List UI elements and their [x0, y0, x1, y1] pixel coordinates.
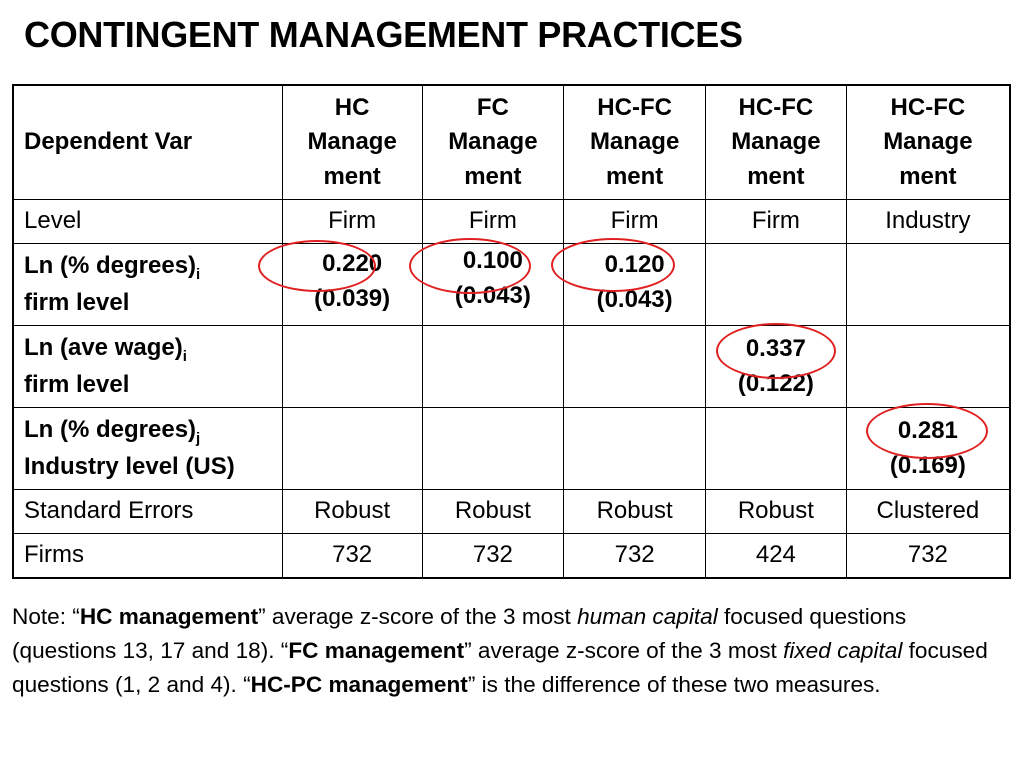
degrees-firm-row [13, 244, 1010, 326]
slide-title: CONTINGENT MANAGEMENT PRACTICES [24, 14, 743, 55]
degrees-industry-cell-5 [846, 408, 1010, 490]
standard-errors-value: Robust [564, 490, 706, 534]
header-col-4: HC-FC Manage ment [706, 85, 847, 200]
wage-firm-row [13, 326, 1010, 408]
header-col-5: HC-FC Manage ment [846, 85, 1010, 200]
empty-cell [564, 326, 706, 408]
degrees-firm-cell-1 [282, 244, 422, 326]
level-value: Industry [846, 200, 1010, 244]
firms-row [13, 534, 1010, 579]
firms-value: 732 [422, 534, 564, 579]
empty-cell [422, 408, 564, 490]
coefficient: 0.220 [322, 249, 383, 277]
wage-firm-label: Ln (ave $wage)_i$ firm level [13, 326, 282, 408]
level-value: Firm [422, 200, 564, 244]
level-row [13, 200, 1010, 244]
firms-value: 732 [564, 534, 706, 579]
coefficient: 0.281 [897, 416, 958, 444]
regression-table [12, 84, 1011, 579]
degrees-firm-cell-2 [422, 244, 564, 326]
empty-cell [846, 326, 1010, 408]
degrees-firm-cell-3 [564, 244, 706, 326]
header-row [13, 85, 1010, 200]
firms-value: 732 [282, 534, 422, 579]
empty-cell [706, 408, 847, 490]
coefficient: 0.337 [745, 334, 806, 362]
header-col-1: HC Manage ment [282, 85, 422, 200]
standard-error: (0.043) [596, 285, 673, 313]
coefficient: 0.100 [462, 246, 523, 274]
header-col-2: FC Manage ment [422, 85, 564, 200]
standard-error: (0.122) [737, 369, 814, 397]
firms-label: Firms [13, 534, 282, 579]
coefficient: 0.120 [604, 250, 665, 278]
highlight-circle [409, 238, 531, 294]
highlight-circle [866, 403, 988, 459]
standard-errors-label: Standard Errors [13, 490, 282, 534]
standard-error: (0.043) [454, 281, 531, 309]
firms-value: 424 [706, 534, 847, 579]
empty-cell [282, 326, 422, 408]
standard-error: (0.039) [314, 284, 391, 312]
level-value: Firm [282, 200, 422, 244]
firms-value: 732 [846, 534, 1010, 579]
table-note: Note: “HC management” average z-score of the 3 most human capital focused questions (questions 13, 17 and 18). “FC management” average z-score of the 3 most fixed capital focused questions (1, 2 and 4). “HC-PC management” is the difference of these two measures. [12, 604, 988, 697]
standard-errors-value: Robust [422, 490, 564, 534]
empty-cell [846, 244, 1010, 326]
standard-error: (0.169) [889, 451, 966, 479]
standard-errors-value: Robust [282, 490, 422, 534]
highlight-circle [258, 240, 376, 292]
standard-errors-value: Robust [706, 490, 847, 534]
level-value: Firm [564, 200, 706, 244]
level-label: Level [13, 200, 282, 244]
standard-errors-row [13, 490, 1010, 534]
standard-errors-value: Clustered [846, 490, 1010, 534]
degrees-industry-row [13, 408, 1010, 490]
empty-cell [282, 408, 422, 490]
highlight-circle [551, 238, 675, 292]
empty-cell [422, 326, 564, 408]
header-dependent-var: Dependent Var [13, 85, 282, 200]
degrees-firm-label: Ln (% $degrees)_i$ firm level [13, 244, 282, 326]
empty-cell [564, 408, 706, 490]
level-value: Firm [706, 200, 847, 244]
degrees-industry-label: Ln (% $degrees)_j$ Industry level (US) [13, 408, 282, 490]
wage-firm-cell-4 [706, 326, 847, 408]
empty-cell [706, 244, 847, 326]
highlight-circle [716, 323, 836, 379]
header-col-3: HC-FC Manage ment [564, 85, 706, 200]
